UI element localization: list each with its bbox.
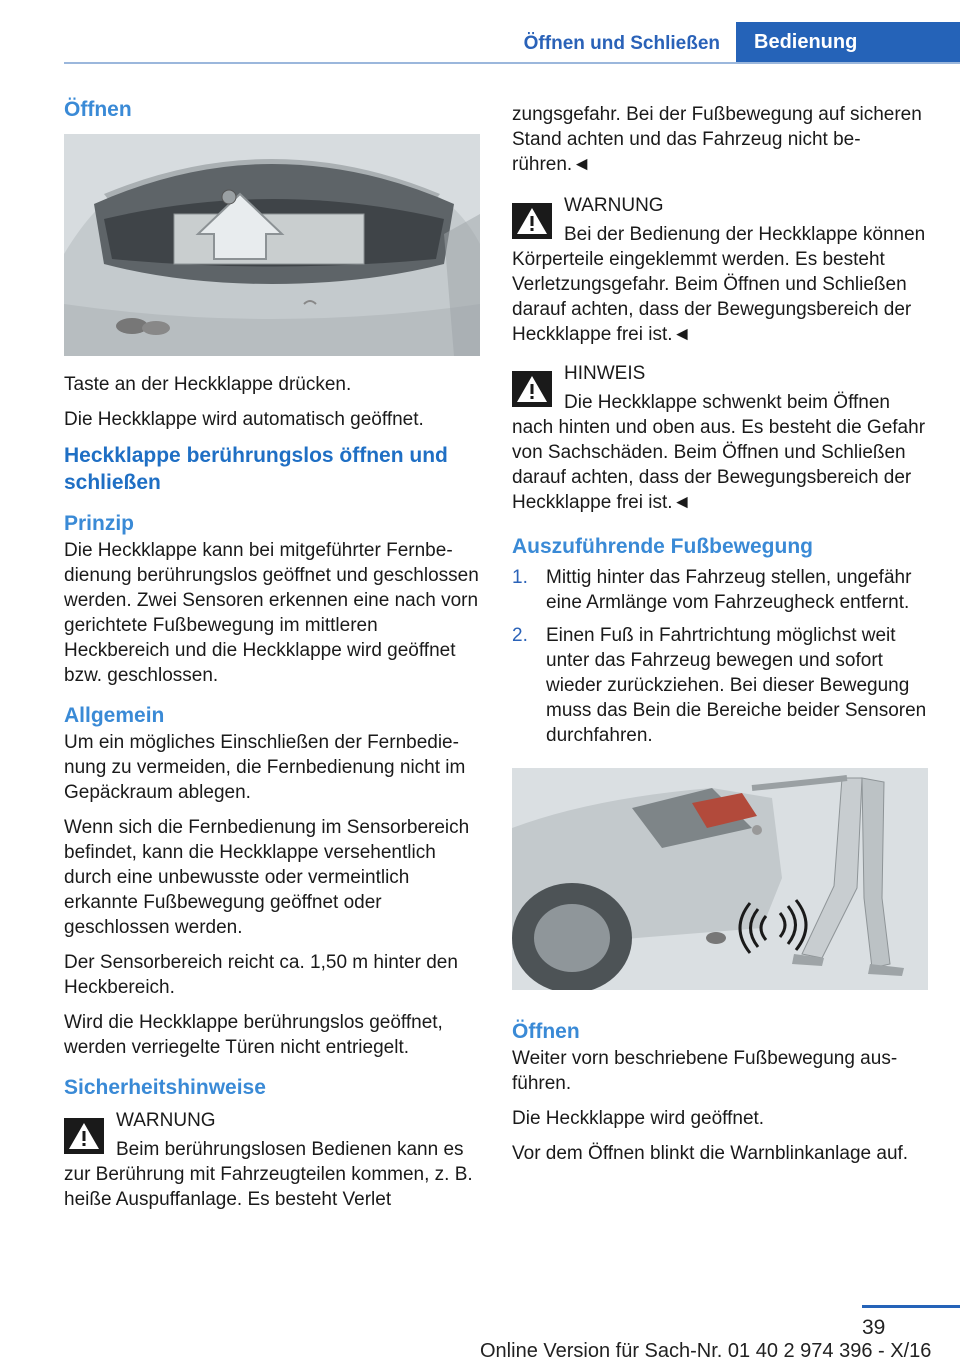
text-allgemein-3: Der Sensorbereich reicht ca. 1,50 m hinter den Heckbereich. bbox=[64, 952, 458, 998]
warning-icon bbox=[64, 1118, 104, 1154]
warning-block-1 bbox=[64, 1108, 482, 1212]
heading-allgemein: Allgemein bbox=[64, 704, 165, 727]
caption-press-button: Taste an der Heckklappe drücken. bbox=[64, 374, 352, 395]
hint-block bbox=[512, 361, 930, 515]
heading-sicherheitshinweise: Sicherheitshinweise bbox=[64, 1076, 266, 1099]
foot-gesture-illustration bbox=[512, 768, 928, 990]
hint-label: HINWEIS bbox=[564, 363, 646, 384]
header-section-title: Öffnen und Schließen bbox=[523, 33, 720, 54]
warning-label: WARNUNG bbox=[564, 195, 664, 216]
heading-prinzip: Prinzip bbox=[64, 512, 135, 535]
list-item bbox=[512, 623, 930, 748]
caption-opens-automatically: Die Heckklappe wird automatisch geöffnet. bbox=[64, 409, 424, 430]
text-allgemein-2: Wenn sich die Fernbedienung im Sensorbereich befindet, kann die Heckklappe versehentlich durch eine unbewusste oder vermeintlich erkannte Fußbewegung geöffnet oder geschlossen werden. bbox=[64, 817, 470, 938]
footer-rule bbox=[862, 1305, 960, 1308]
list-item bbox=[512, 565, 930, 615]
warning-block-2 bbox=[512, 193, 930, 347]
online-version-note: Online Version für Sach-Nr. 01 40 2 974 396 - X/16 bbox=[480, 1340, 932, 1362]
text-allgemein-4: Wird die Heckklappe berührungslos geöffnet, werden verriegelte Türen nicht entriegelt. bbox=[64, 1012, 443, 1058]
warning-icon bbox=[512, 203, 552, 239]
page-number: 39 bbox=[862, 1316, 886, 1339]
header-chapter-tab: Bedienung bbox=[736, 22, 960, 62]
step-number: 2. bbox=[512, 625, 528, 646]
right-column bbox=[512, 102, 930, 1176]
steps-list bbox=[512, 565, 930, 748]
text-oeffnen-2: Die Heckklappe wird geöffnet. bbox=[512, 1108, 765, 1129]
hint-body: Die Heckklappe schwenkt beim Öffnen nach hinten und oben aus. Es besteht die Gefahr von Sachschäden. Beim Öffnen und Schließen darauf achten, dass der Bewegungsbereich der Heckklappe frei ist.◄ bbox=[512, 392, 926, 513]
warning-label: WARNUNG bbox=[116, 1110, 216, 1131]
heading-touchless-open-close: Heckklappe berührungslos öffnen und schließen bbox=[64, 444, 448, 494]
warning-icon bbox=[512, 371, 552, 407]
step-number: 1. bbox=[512, 567, 528, 588]
text-prinzip: Die Heckklappe kann bei mitgeführter Fernbedienung berührungslos geöffnet und geschlossen werden. Zwei Sensoren erkennen eine nach vorn gerichtete Fußbewegung im mittleren Heckbereich und die Heckklappe wird geöffnet bzw. geschlossen. bbox=[64, 540, 479, 686]
text-oeffnen-3: Vor dem Öffnen blinkt die Warnblinkanlage auf. bbox=[512, 1143, 909, 1164]
warning-1-continued: zungsgefahr. Bei der Fußbewegung auf sicheren Stand achten und das Fahrzeug nicht berühren.◄ bbox=[512, 104, 922, 175]
trunk-button-illustration bbox=[64, 134, 480, 356]
header-rule bbox=[64, 62, 960, 64]
step-text: Mittig hinter das Fahrzeug stellen, ungefähr eine Armlänge vom Fahrzeugheck entfernt. bbox=[546, 567, 912, 613]
left-column bbox=[64, 96, 482, 1224]
heading-fussbewegung: Auszuführende Fußbewegung bbox=[512, 535, 813, 558]
heading-oeffnen-2: Öffnen bbox=[512, 1020, 580, 1043]
warning-body: Bei der Bedienung der Heckklappe können Körperteile eingeklemmt werden. Es besteht Verletzungsgefahr. Beim Öffnen und Schließen darauf achten, dass der Bewegungsbereich der Heckklappe frei ist.◄ bbox=[512, 224, 926, 345]
heading-oeffnen: Öffnen bbox=[64, 98, 132, 121]
text-allgemein-1: Um ein mögliches Einschließen der Fernbedienung zu vermeiden, die Fernbedienung nicht im Gepäckraum ablegen. bbox=[64, 732, 466, 803]
warning-body: Beim berührungslosen Bedienen kann es zur Berührung mit Fahrzeugteilen kommen, z. B. heiße Auspuffanlage. Es besteht Verlet bbox=[64, 1139, 473, 1210]
step-text: Einen Fuß in Fahrtrichtung möglichst weit unter das Fahrzeug bewegen und sofort wieder zurückziehen. Bei dieser Bewegung muss das Bein die Bereiche beider Sensoren durchfahren. bbox=[546, 625, 927, 746]
text-oeffnen-1: Weiter vorn beschriebene Fußbewegung ausführen. bbox=[512, 1048, 898, 1094]
